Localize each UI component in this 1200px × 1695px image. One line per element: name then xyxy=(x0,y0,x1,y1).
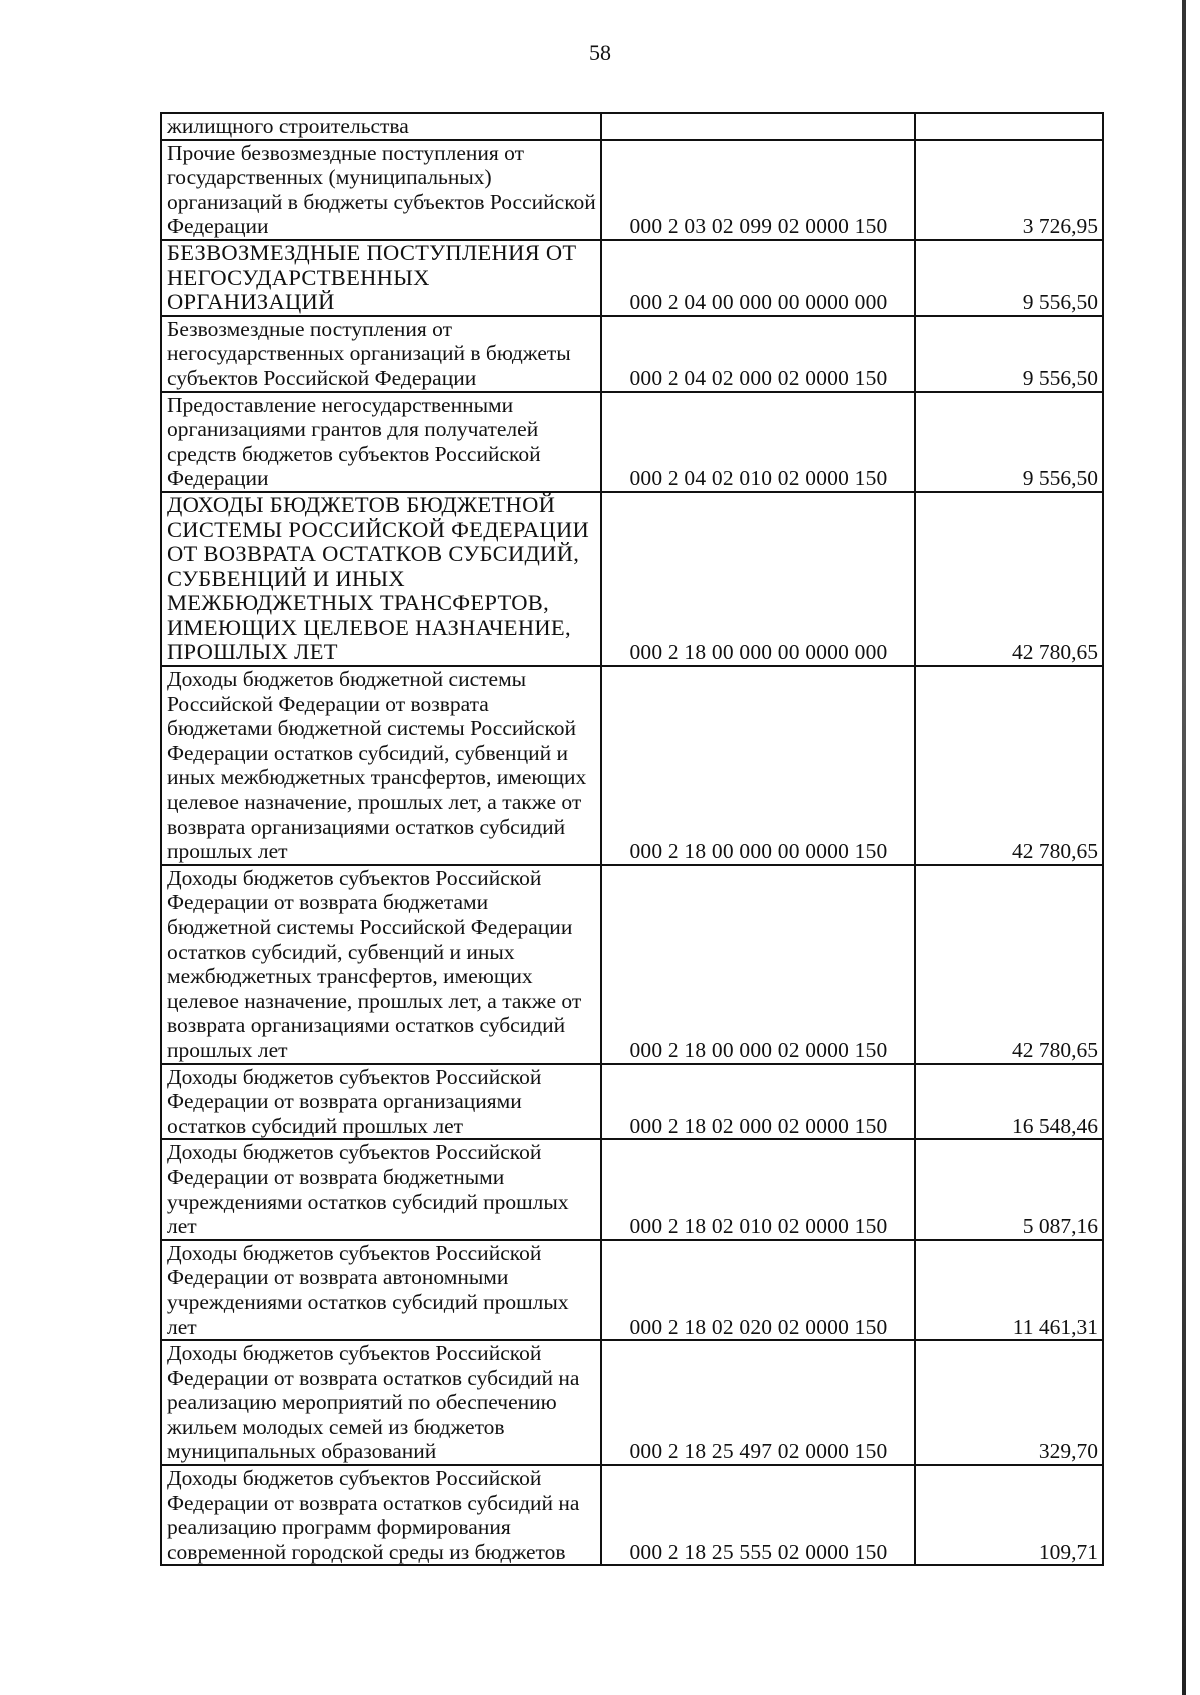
row-name-cell: Предоставление негосударственными организациями грантов для получателей средств бюджетов субъектов Российской Федерации xyxy=(161,392,601,492)
table-row xyxy=(161,1139,1103,1239)
row-name-cell: Доходы бюджетов субъектов Российской Федерации от возврата бюджетами бюджетной системы Российской Федерации остатков субсидий, субвенций и иных межбюджетных трансфертов, имеющих целевое назначение, прошлых лет, а также от возврата организациями остатков субсидий прошлых лет xyxy=(161,865,601,1064)
row-name-cell: Доходы бюджетов бюджетной системы Российской Федерации от возврата бюджетами бюджетной системы Российской Федерации остатков субсидий, субвенций и иных межбюджетных трансфертов, имеющих целевое назначение, прошлых лет, а также от возврата организациями остатков субсидий прошлых лет xyxy=(161,666,601,865)
table-row xyxy=(161,1465,1103,1565)
table-row xyxy=(161,316,1103,392)
row-name-cell: Доходы бюджетов субъектов Российской Федерации от возврата остатков субсидий на реализацию программ формирования современной городской среды из бюджетов xyxy=(161,1465,601,1565)
table-row xyxy=(161,666,1103,865)
row-code-cell xyxy=(601,113,915,140)
row-amount-cell: 42 780,65 xyxy=(915,492,1103,666)
row-code-cell: 000 2 04 00 000 00 0000 000 xyxy=(601,240,915,316)
row-name-cell: Безвозмездные поступления от негосударственных организаций в бюджеты субъектов Российской Федерации xyxy=(161,316,601,392)
row-amount-cell: 9 556,50 xyxy=(915,316,1103,392)
table-row xyxy=(161,1240,1103,1340)
row-amount-cell: 5 087,16 xyxy=(915,1139,1103,1239)
table-row xyxy=(161,492,1103,666)
row-code-cell: 000 2 18 00 000 02 0000 150 xyxy=(601,865,915,1064)
row-name-cell: БЕЗВОЗМЕЗДНЫЕ ПОСТУПЛЕНИЯ ОТ НЕГОСУДАРСТВЕННЫХ ОРГАНИЗАЦИЙ xyxy=(161,240,601,316)
row-name-cell: Доходы бюджетов субъектов Российской Федерации от возврата автономными учреждениями остатков субсидий прошлых лет xyxy=(161,1240,601,1340)
row-amount-cell: 9 556,50 xyxy=(915,240,1103,316)
table-row xyxy=(161,240,1103,316)
row-code-cell: 000 2 18 02 010 02 0000 150 xyxy=(601,1139,915,1239)
row-amount-cell: 3 726,95 xyxy=(915,140,1103,240)
row-amount-cell: 109,71 xyxy=(915,1465,1103,1565)
row-code-cell: 000 2 18 00 000 00 0000 150 xyxy=(601,666,915,865)
scan-edge xyxy=(1182,0,1186,1695)
row-amount-cell: 9 556,50 xyxy=(915,392,1103,492)
row-amount-cell xyxy=(915,113,1103,140)
row-amount-cell: 11 461,31 xyxy=(915,1240,1103,1340)
row-amount-cell: 329,70 xyxy=(915,1340,1103,1465)
page-number: 58 xyxy=(589,40,611,65)
row-name-cell: Доходы бюджетов субъектов Российской Федерации от возврата организациями остатков субсидий прошлых лет xyxy=(161,1064,601,1140)
row-name-cell: Доходы бюджетов субъектов Российской Федерации от возврата остатков субсидий на реализацию мероприятий по обеспечению жильем молодых семей из бюджетов муниципальных образований xyxy=(161,1340,601,1465)
table-row xyxy=(161,1340,1103,1465)
row-amount-cell: 16 548,46 xyxy=(915,1064,1103,1140)
row-code-cell: 000 2 18 25 555 02 0000 150 xyxy=(601,1465,915,1565)
row-amount-cell: 42 780,65 xyxy=(915,865,1103,1064)
row-amount-cell: 42 780,65 xyxy=(915,666,1103,865)
row-code-cell: 000 2 04 02 010 02 0000 150 xyxy=(601,392,915,492)
row-name-cell: ДОХОДЫ БЮДЖЕТОВ БЮДЖЕТНОЙ СИСТЕМЫ РОССИЙСКОЙ ФЕДЕРАЦИИ ОТ ВОЗВРАТА ОСТАТКОВ СУБСИДИЙ, СУБВЕНЦИЙ И ИНЫХ МЕЖБЮДЖЕТНЫХ ТРАНСФЕРТОВ, ИМЕЮЩИХ ЦЕЛЕВОЕ НАЗНАЧЕНИЕ, ПРОШЛЫХ ЛЕТ xyxy=(161,492,601,666)
budget-revenue-table xyxy=(160,112,1104,1566)
row-code-cell: 000 2 03 02 099 02 0000 150 xyxy=(601,140,915,240)
row-code-cell: 000 2 18 25 497 02 0000 150 xyxy=(601,1340,915,1465)
table-row xyxy=(161,392,1103,492)
row-name-cell: Доходы бюджетов субъектов Российской Федерации от возврата бюджетными учреждениями остатков субсидий прошлых лет xyxy=(161,1139,601,1239)
table-row xyxy=(161,1064,1103,1140)
row-name-cell: Прочие безвозмездные поступления от государственных (муниципальных) организаций в бюджеты субъектов Российской Федерации xyxy=(161,140,601,240)
row-name-cell: жилищного строительства xyxy=(161,113,601,140)
row-code-cell: 000 2 18 00 000 00 0000 000 xyxy=(601,492,915,666)
table-row xyxy=(161,140,1103,240)
row-code-cell: 000 2 18 02 020 02 0000 150 xyxy=(601,1240,915,1340)
row-code-cell: 000 2 04 02 000 02 0000 150 xyxy=(601,316,915,392)
table-row xyxy=(161,113,1103,140)
table-row xyxy=(161,865,1103,1064)
row-code-cell: 000 2 18 02 000 02 0000 150 xyxy=(601,1064,915,1140)
